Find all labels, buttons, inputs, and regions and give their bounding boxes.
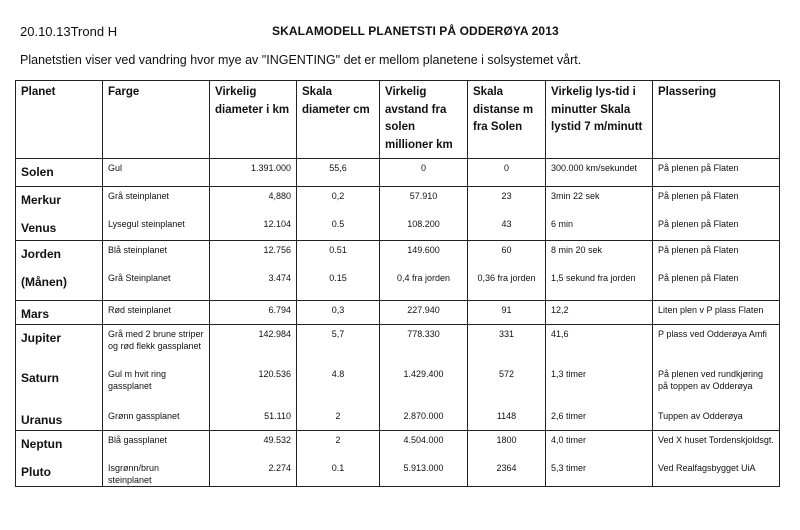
cell-skala-diameter: 0,3 xyxy=(297,301,380,325)
cell-skala-diameter: 0.51 xyxy=(297,241,380,269)
cell-lystid: 6 min xyxy=(546,215,653,241)
cell-diameter: 12.104 xyxy=(210,215,297,241)
col-header-planet: Planet xyxy=(16,81,103,159)
cell-farge: Gul xyxy=(103,159,210,187)
cell-diameter: 6.794 xyxy=(210,301,297,325)
cell-skala-distanse: 572 xyxy=(468,365,546,407)
cell-lystid: 1,3 timer xyxy=(546,365,653,407)
cell-avstand: 778.330 xyxy=(380,325,468,365)
table-row xyxy=(16,241,780,269)
cell-lystid: 41,6 xyxy=(546,325,653,365)
cell-skala-distanse: 0 xyxy=(468,159,546,187)
table-row xyxy=(16,459,780,487)
cell-farge: Grå steinplanet xyxy=(103,187,210,215)
cell-skala-distanse: 1148 xyxy=(468,407,546,431)
cell-avstand: 108.200 xyxy=(380,215,468,241)
cell-farge: Blå gassplanet xyxy=(103,431,210,459)
cell-avstand: 1.429.400 xyxy=(380,365,468,407)
cell-planet: Jorden xyxy=(16,241,103,269)
table-row xyxy=(16,325,780,365)
cell-diameter: 2.274 xyxy=(210,459,297,487)
cell-farge: Gul m hvit ring gassplanet xyxy=(103,365,210,407)
cell-planet: Solen xyxy=(16,159,103,187)
cell-planet: Jupiter xyxy=(16,325,103,365)
cell-skala-diameter: 4.8 xyxy=(297,365,380,407)
cell-avstand: 4.504.000 xyxy=(380,431,468,459)
cell-avstand: 5.913.000 xyxy=(380,459,468,487)
table-row xyxy=(16,159,780,187)
cell-skala-diameter: 0.5 xyxy=(297,215,380,241)
cell-skala-distanse: 2364 xyxy=(468,459,546,487)
cell-plassering: På plenen på Flaten xyxy=(653,187,780,215)
table-header-row xyxy=(16,81,780,159)
cell-avstand: 227.940 xyxy=(380,301,468,325)
cell-planet: Venus xyxy=(16,215,103,241)
cell-farge: Grønn gassplanet xyxy=(103,407,210,431)
cell-plassering: På plenen på Flaten xyxy=(653,269,780,301)
cell-lystid: 8 min 20 sek xyxy=(546,241,653,269)
cell-avstand: 57.910 xyxy=(380,187,468,215)
cell-planet: Neptun xyxy=(16,431,103,459)
cell-skala-diameter: 2 xyxy=(297,431,380,459)
cell-skala-distanse: 23 xyxy=(468,187,546,215)
cell-diameter: 3.474 xyxy=(210,269,297,301)
cell-diameter: 1.391.000 xyxy=(210,159,297,187)
cell-farge: Rød steinplanet xyxy=(103,301,210,325)
cell-farge: Grå Steinplanet xyxy=(103,269,210,301)
cell-plassering: Ved X huset Tordenskjoldsgt. xyxy=(653,431,780,459)
document-title: SKALAMODELL PLANETSTI PÅ ODDERØYA 2013 xyxy=(272,24,559,38)
cell-lystid: 5,3 timer xyxy=(546,459,653,487)
cell-skala-diameter: 2 xyxy=(297,407,380,431)
cell-planet: Uranus xyxy=(16,407,103,431)
cell-skala-distanse: 91 xyxy=(468,301,546,325)
cell-skala-diameter: 55,6 xyxy=(297,159,380,187)
cell-skala-diameter: 0.1 xyxy=(297,459,380,487)
cell-planet: (Månen) xyxy=(16,269,103,301)
cell-skala-distanse: 60 xyxy=(468,241,546,269)
table-row xyxy=(16,215,780,241)
header-date-author: 20.10.13Trond H xyxy=(20,24,118,39)
cell-lystid: 2,6 timer xyxy=(546,407,653,431)
cell-diameter: 142.984 xyxy=(210,325,297,365)
table-row xyxy=(16,301,780,325)
cell-avstand: 0 xyxy=(380,159,468,187)
table-row xyxy=(16,431,780,459)
cell-lystid: 3min 22 sek xyxy=(546,187,653,215)
cell-plassering: På plenen på Flaten xyxy=(653,215,780,241)
cell-lystid: 12,2 xyxy=(546,301,653,325)
cell-plassering: På plenen ved rundkjøring på toppen av Odderøya xyxy=(653,365,780,407)
cell-planet: Merkur xyxy=(16,187,103,215)
col-header-farge: Farge xyxy=(103,81,210,159)
cell-skala-diameter: 0.15 xyxy=(297,269,380,301)
cell-plassering: På plenen på Flaten xyxy=(653,159,780,187)
planet-table xyxy=(15,80,780,487)
table-row xyxy=(16,269,780,301)
cell-lystid: 4,0 timer xyxy=(546,431,653,459)
cell-plassering: På plenen på Flaten xyxy=(653,241,780,269)
cell-planet: Pluto xyxy=(16,459,103,487)
table-row xyxy=(16,187,780,215)
cell-farge: Blå steinplanet xyxy=(103,241,210,269)
cell-skala-distanse: 1800 xyxy=(468,431,546,459)
col-header-skala-diameter: Skala diameter cm xyxy=(297,81,380,159)
cell-diameter: 4,880 xyxy=(210,187,297,215)
cell-skala-distanse: 43 xyxy=(468,215,546,241)
col-header-diameter: Virkelig diameter i km xyxy=(210,81,297,159)
cell-avstand: 2.870.000 xyxy=(380,407,468,431)
cell-plassering: Liten plen v P plass Flaten xyxy=(653,301,780,325)
cell-skala-distanse: 331 xyxy=(468,325,546,365)
cell-avstand: 149.600 xyxy=(380,241,468,269)
cell-diameter: 12.756 xyxy=(210,241,297,269)
cell-planet: Mars xyxy=(16,301,103,325)
cell-farge: Lysegul steinplanet xyxy=(103,215,210,241)
cell-lystid: 1,5 sekund fra jorden xyxy=(546,269,653,301)
col-header-plassering: Plassering xyxy=(653,81,780,159)
table-row xyxy=(16,365,780,407)
intro-text: Planetstien viser ved vandring hvor mye av "INGENTING" det er mellom planetene i solsystemet vårt. xyxy=(20,53,582,67)
cell-skala-diameter: 0,2 xyxy=(297,187,380,215)
cell-plassering: P plass ved Odderøya Amfi xyxy=(653,325,780,365)
cell-skala-distanse: 0,36 fra jorden xyxy=(468,269,546,301)
cell-diameter: 51.110 xyxy=(210,407,297,431)
cell-plassering: Ved Realfagsbygget UiA xyxy=(653,459,780,487)
cell-skala-diameter: 5,7 xyxy=(297,325,380,365)
col-header-avstand: Virkelig avstand fra solen millioner km xyxy=(380,81,468,159)
cell-plassering: Tuppen av Odderøya xyxy=(653,407,780,431)
col-header-skala-distanse: Skala distanse m fra Solen xyxy=(468,81,546,159)
cell-diameter: 49.532 xyxy=(210,431,297,459)
cell-avstand: 0,4 fra jorden xyxy=(380,269,468,301)
cell-lystid: 300.000 km/sekundet xyxy=(546,159,653,187)
cell-farge: Grå med 2 brune striper og rød flekk gassplanet xyxy=(103,325,210,365)
col-header-lystid: Virkelig lys-tid i minutter Skala lystid 7 m/minutt xyxy=(546,81,653,159)
cell-farge: Isgrønn/brun steinplanet xyxy=(103,459,210,487)
table-row xyxy=(16,407,780,431)
cell-planet: Saturn xyxy=(16,365,103,407)
cell-diameter: 120.536 xyxy=(210,365,297,407)
